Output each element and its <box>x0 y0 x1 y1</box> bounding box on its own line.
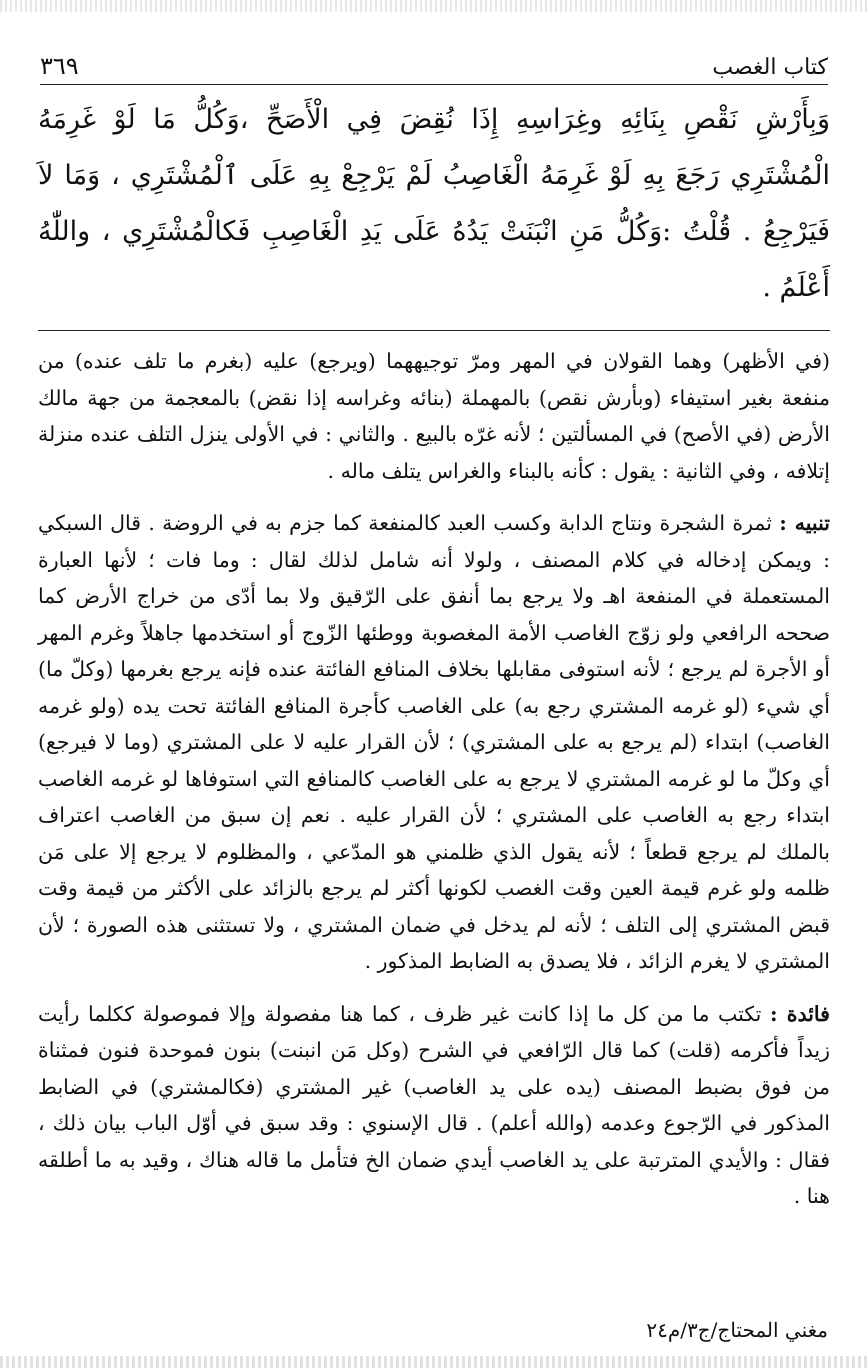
commentary-text: تكتب ما من كل ما إذا كانت غير ظرف ، كما هنا مفصولة وإلا فموصولة ككلما رأيت زيداً فأكرمه (قلت) كما قال الرّافعي في الشرح (وكل مَن انبنت) بنون فموحدة فنون فمثناة من فوق بضبط المصنف (يده على يد الغاصب) غير المشتري (فكالمشتري) في الضابط المذكور في الرّجوع وعدمه (والله أعلم) . قال الإسنوي : وقد سبق في أوّل الباب بيان ذلك ، فقال : والأيدي المترتبة على يد الغاصب أيدي ضمان الخ فتأمل ما قاله هناك ، وقيد به ما أطلقه هنا . <box>38 1001 830 1208</box>
note-heading: تنبيه : <box>779 511 830 535</box>
scan-edge-top <box>0 0 868 12</box>
benefit-heading: فائدة : <box>769 1001 830 1026</box>
matn-text: وَبِأَرْشِ نَقْصِ بِنَائِهِ وغِرَاسِهِ إِذَا نُقِضَ فِي الْأَصَحِّ ،وَكُلُّ مَا لَوْ غَرِمَهُ الْمُشْتَرِي رَجَعَ بِهِ لَوْ غَرِمَهُ الْغَاصِبُ لَمْ يَرْجِعْ بِهِ عَلَى ٱلْمُشْتَرِي ، وَمَا لاَ فَيَرْجِعُ . قُلْتُ :وَكُلُّ مَنِ انْبَنَتْ يَدُهُ عَلَى يَدِ الْغَاصِبِ فَكالْمُشْتَرِي ، واللّٰهُ أَعْلَمُ . <box>38 104 830 303</box>
commentary-paragraph-2 <box>38 505 830 980</box>
commentary-paragraph-3 <box>38 996 830 1215</box>
divider <box>38 330 830 331</box>
commentary-text: ثمرة الشجرة ونتاج الدابة وكسب العبد كالمنفعة كما جزم به في الروضة . قال السبكي : ويمكن إدخاله في كلام المصنف ، ولولا أنه شامل لذلك لقال : وما فات ؛ لأنها العبارة المستعملة في المنفعة اهـ ولا يرجع بما أنفق على الرّقيق ولا بما أدّى من خراج الأرض كما صححه الرافعي ولو زوّج الغاصب الأمة المغصوبة ووطئها الزّوج أو استخدمها جاهلاً وغرم المهر أو الأجرة لم يرجع ؛ لأنه استوفى مقابلها بخلاف المنافع الفائتة عنده فإنه يرجع بغرمها (وكلّ ما) أي شيء (لو غرمه المشتري رجع به) على الغاصب كأجرة المنافع الفائتة تحت يده (ولو غرمه الغاصب) ابتداء (لم يرجع به على المشتري) ؛ لأن القرار عليه لا على المشتري (وما لا فيرجع) أي وكلّ ما لو غرمه المشتري لا يرجع به على الغاصب كالمنافع التي استوفاها لو غرمه الغاصب ابتداء رجع به الغاصب على المشتري ؛ لأن القرار عليه . نعم إن سبق من الغاصب اعتراف بالملك لم يرجع قطعاً ؛ لأنه يقول الذي ظلمني هو المدّعي ، والمظلوم لا يرجع إلا على مَن ظلمه ولو غرم قيمة العين وقت الغصب لكونها أكثر لم يرجع بالزائد على الأكثر من قيمة وقت قبض المشتري إلى التلف ؛ لأنه لم يدخل في ضمان المشتري ، ولا تستثنى هذه الصورة ؛ لأن المشتري لا يغرم الزائد ، فلا يصدق به الضابط المذكور . <box>38 511 830 973</box>
page-number: ٣٦٩ <box>40 52 79 80</box>
commentary-paragraph-1 <box>38 343 830 489</box>
page-signature: مغني المحتاج/ج٣/م٢٤ <box>646 1318 828 1342</box>
chapter-title: كتاب الغصب <box>712 55 828 80</box>
scan-edge-bottom <box>0 1356 868 1368</box>
page-content <box>38 92 830 1231</box>
commentary-text: (في الأظهر) وهما القولان في المهر ومرّ توجيههما (ويرجع) عليه (بغرم ما تلف عنده) من منفعة بغير استيفاء (وبأرش نقص) بالمهملة (بنائه وغراسه إذا نقض) بالمعجمة من جهة مالك الأرض (في الأصح) في المسألتين ؛ لأنه غرّه بالبيع . والثاني : في الأولى ينزل التلف عنده منزلة إتلافه ، وفي الثانية : يقول : كأنه بالبناء والغراس يتلف ماله . <box>38 349 830 483</box>
page-header <box>40 36 828 85</box>
